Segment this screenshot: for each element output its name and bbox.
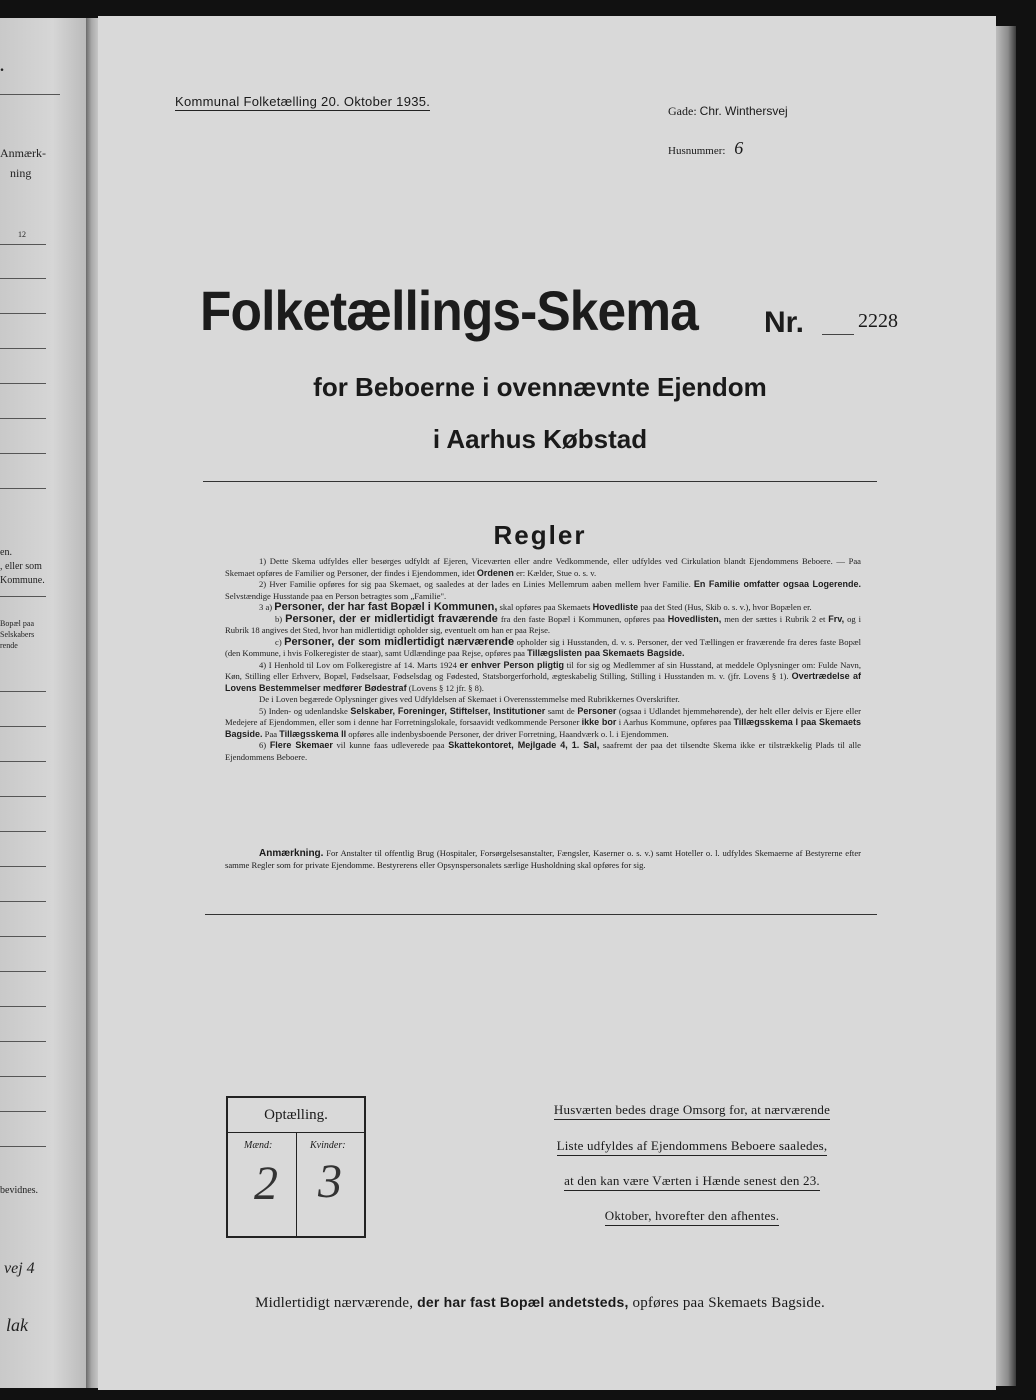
page-edge bbox=[996, 26, 1016, 1386]
divider bbox=[0, 94, 60, 95]
nr-label: Nr. bbox=[764, 306, 805, 339]
left-page-text: ning bbox=[10, 166, 32, 180]
handwriting: lak bbox=[6, 1315, 28, 1335]
husnummer-label: Husnummer: bbox=[668, 145, 726, 157]
kvinder-value: 3 bbox=[318, 1155, 342, 1208]
divider bbox=[0, 488, 46, 489]
divider bbox=[0, 313, 46, 314]
husnummer-value: 6 bbox=[734, 138, 744, 158]
handwriting: vej 4 bbox=[4, 1260, 35, 1277]
left-page-text: en. bbox=[0, 547, 12, 558]
left-page-text: Kommune. bbox=[0, 575, 45, 586]
divider bbox=[0, 453, 46, 454]
left-page-dot: . bbox=[0, 58, 4, 75]
divider bbox=[0, 901, 46, 902]
rule-3a: 3 a) Personer, der har fast Bopæl i Kommunen, skal opføres paa Skemaets Hovedliste paa det Sted (Hus, Skib o. s. v.), hvor Bopælen er. bbox=[259, 601, 812, 613]
divider bbox=[0, 761, 46, 762]
gade-value: Chr. Winthersvej bbox=[699, 104, 788, 118]
divider bbox=[205, 914, 877, 915]
left-page-fragment bbox=[0, 18, 88, 1388]
footer-note: Midlertidigt nærværende, der har fast Bopæl andetsteds, opføres paa Skemaets Bagside. bbox=[255, 1294, 825, 1311]
divider bbox=[0, 1041, 46, 1042]
divider bbox=[0, 1076, 46, 1077]
divider bbox=[0, 1111, 46, 1112]
census-header: Kommunal Folketælling 20. Oktober 1935. bbox=[175, 94, 431, 109]
anmaerkning-text: For Anstalter til offentlig Brug (Hospitaler, Forsørgelsesanstalter, Fængsler, Kaserner o. s. v.) samt Hoteller o. l. udfyldes Skemaerne af Bestyrerne efter samme Regler som for private Ejendomme. Bestyrerens eller Opsynspersonalets særlige Husholdning skal opføres for sig. bbox=[225, 848, 861, 870]
anmaerkning bbox=[225, 848, 861, 871]
left-page-text: Selskabers bbox=[0, 630, 35, 639]
gade-field bbox=[668, 104, 788, 119]
rules-text bbox=[225, 556, 861, 763]
rule-1: 1) Dette Skema udfyldes eller besørges udfyldt af Ejeren, Viceværten eller andre Vedkommende, eller udfyldes ved Cirkulation blandt Ejendommens Beboere. — Paa Skemaet opføres de Familier og Personer, der findes i Ejendommen, idet Ordenen er: Kælder, Stue o. s. v. bbox=[225, 556, 861, 578]
divider bbox=[203, 481, 877, 482]
divider bbox=[0, 244, 46, 245]
divider bbox=[0, 971, 46, 972]
left-page-text: 12 bbox=[18, 230, 26, 239]
optaelling-title: Optælling. bbox=[228, 1098, 364, 1133]
gade-label: Gade: bbox=[668, 104, 697, 118]
divider bbox=[0, 278, 46, 279]
rule-4: 4) I Henhold til Lov om Folkeregistre af 14. Marts 1924 er enhver Person pligtig til for sig og Medlemmer af sin Husstand, at meddele Oplysninger om: Fulde Navn, Køn, Stilling eller Erhverv, Bopæl, Fødselsaar, Fødselsdag og Fødested, Statsborgerforhold, ægteskabelig Stilling, Stilling i Husstanden m. v. (jfr. Lovens § 1). Overtrædelse af Lovens Bestemmelser medfører Bødestraf (Lovens § 12 jfr. § 8). bbox=[225, 659, 861, 693]
divider bbox=[0, 418, 46, 419]
divider bbox=[296, 1132, 297, 1236]
divider bbox=[0, 726, 46, 727]
left-page-text: bevidnes. bbox=[0, 1185, 39, 1196]
divider bbox=[0, 796, 46, 797]
nr-value: 2228 bbox=[858, 310, 898, 332]
divider bbox=[0, 383, 46, 384]
left-page-text: rende bbox=[0, 641, 18, 650]
divider bbox=[0, 691, 46, 692]
rules-heading: Regler bbox=[493, 520, 587, 550]
divider bbox=[0, 831, 46, 832]
anmaerkning-label: Anmærkning. bbox=[259, 848, 324, 859]
maend-value: 2 bbox=[254, 1157, 278, 1210]
notice-line: Liste udfyldes af Ejendommens Beboere saaledes, bbox=[524, 1138, 860, 1154]
subtitle-location: i Aarhus Købstad bbox=[432, 424, 648, 454]
subtitle: for Beboerne i ovennævnte Ejendom bbox=[313, 372, 767, 402]
page-title: Folketællings-Skema bbox=[200, 279, 698, 342]
divider bbox=[0, 1146, 46, 1147]
divider bbox=[0, 936, 46, 937]
husnummer-field bbox=[668, 138, 743, 159]
left-page-text: , eller som bbox=[0, 561, 42, 572]
notice-line: at den kan være Værten i Hænde senest den 23. bbox=[524, 1173, 860, 1189]
rule-2: 2) Hver Familie opføres for sig paa Skemaet, og saaledes at der lades en Linies Mellemrum aaben mellem hver Familie. En Familie omfatter ogsaa Logerende. Selvstændige Husstande paa en Person betragtes som „Familie". bbox=[225, 579, 861, 601]
rule-4-note: De i Loven begærede Oplysninger gives ved Udfyldelsen af Skemaet i Overensstemmelse med Rubrikkernes Overskrifter. bbox=[259, 694, 680, 704]
left-page-text: Anmærk- bbox=[0, 146, 46, 160]
nr-underline bbox=[822, 334, 854, 335]
divider bbox=[0, 1006, 46, 1007]
rule-6: 6) Flere Skemaer vil kunne faas udleverede paa Skattekontoret, Mejlgade 4, 1. Sal, saafremt der paa det tilsendte Skema ikke er tilstrækkelig Plads til alle Ejendommens Beboere. bbox=[225, 740, 861, 762]
notice-line: Oktober, hvorefter den afhentes. bbox=[524, 1208, 860, 1224]
divider bbox=[0, 348, 46, 349]
rule-3b: b) Personer, der er midlertidigt fraværende fra den faste Bopæl i Kommunen, opføres paa Hovedlisten, men der sættes i Rubrik 2 et Frv, og i Rubrik 18 angives det Sted, hvor han midlertidigt opholder sig, eventuelt om han er paa Rejse. bbox=[225, 612, 861, 635]
kvinder-label: Kvinder: bbox=[310, 1140, 346, 1151]
divider bbox=[0, 866, 46, 867]
rule-5: 5) Inden- og udenlandske Selskaber, Foreninger, Stiftelser, Institutioner samt de Personer (ogsaa i Udlandet hjemmehørende), der helt eller delvis er Ejere eller Medejere af Ejendommen, eller som i denne har Forretningslokale, forsaavidt vedkommende Personer ikke bor i Aarhus Kommune, opføres paa Tillægsskema I paa Skemaets Bagside. Paa Tillægsskema II opføres alle indenbysboende Personer, der driver Forretning, Haandværk o. l. i Ejendommen. bbox=[225, 705, 861, 739]
notice-line: Husværten bedes drage Omsorg for, at nærværende bbox=[524, 1102, 860, 1118]
optaelling-box bbox=[226, 1096, 366, 1238]
divider bbox=[0, 596, 46, 597]
rule-3c: c) Personer, der som midlertidigt nærværende opholder sig i Husstanden, d. v. s. Personer, der ved Tællingen er fraværende fra deres faste Bopæl (den Kommune, i hvis Folkeregister de staar), samt Udlændinge paa Rejse, opføres paa Tillægslisten paa Skemaets Bagside. bbox=[225, 635, 861, 658]
maend-label: Mænd: bbox=[244, 1140, 273, 1151]
left-page-text: Bopæl paa bbox=[0, 619, 34, 628]
